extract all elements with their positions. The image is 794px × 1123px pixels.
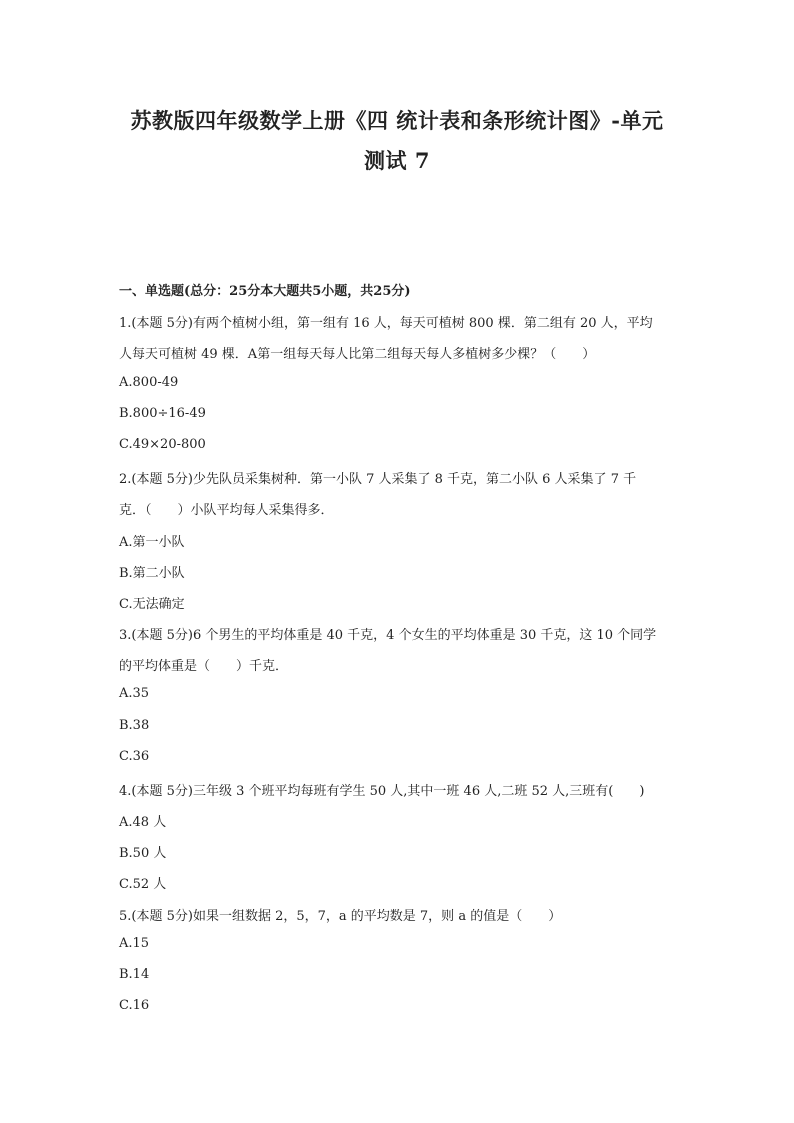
question-2-text-line-2: 克．（ ）小队平均每人采集得多．: [119, 503, 334, 518]
question-3-text-line-1: 3.(本题 5分)6 个男生的平均体重是 40 千克，4 个女生的平均体重是 30 千克，这 10 个同学: [119, 628, 657, 643]
question-1-option-b: B.800÷16-49: [119, 406, 206, 421]
question-5-option-c: C.16: [119, 998, 150, 1013]
question-5-option-b: B.14: [119, 967, 150, 982]
question-5-option-a: A.15: [119, 936, 150, 951]
question-3-text-line-2: 的平均体重是（ ）千克．: [119, 659, 289, 674]
question-4-option-b: B.50 人: [119, 846, 167, 861]
question-1-option-a: A.800-49: [119, 375, 179, 390]
question-2-text-line-1: 2.(本题 5分)少先队员采集树种．第一小队 7 人采集了 8 千克，第二小队 6 人采集了 7 千: [119, 472, 637, 487]
question-4-option-a: A.48 人: [119, 815, 167, 830]
question-1-option-c: C.49×20-800: [119, 437, 206, 452]
question-2-option-a: A.第一小队: [119, 535, 185, 550]
question-1-text-line-2: 人每天可植树 49 棵．A第一组每天每人比第二组每天每人多植树多少棵？（ ）: [119, 347, 596, 362]
document-title-line-1: 苏教版四年级数学上册《四 统计表和条形统计图》-单元: [130, 108, 664, 133]
question-3-option-b: B.38: [119, 718, 150, 733]
question-5-text-line-1: 5.(本题 5分)如果一组数据 2，5，7，a 的平均数是 7，则 a 的值是（ ）: [119, 909, 562, 924]
question-2-option-c: C.无法确定: [119, 597, 185, 612]
question-3-option-a: A.35: [119, 686, 150, 701]
question-2-option-b: B.第二小队: [119, 566, 185, 581]
section-heading: 一、单选题(总分：25分本大题共5小题，共25分): [119, 284, 411, 299]
question-1-text-line-1: 1.(本题 5分)有两个植树小组，第一组有 16 人，每天可植树 800 棵．第二组有 20 人，平均: [119, 316, 653, 331]
document-title-line-2: 测试 7: [364, 148, 430, 173]
question-4-option-c: C.52 人: [119, 877, 167, 892]
question-4-text-line-1: 4.(本题 5分)三年级 3 个班平均每班有学生 50 人,其中一班 46 人,二班 52 人,三班有( ): [119, 784, 645, 799]
question-3-option-c: C.36: [119, 749, 150, 764]
